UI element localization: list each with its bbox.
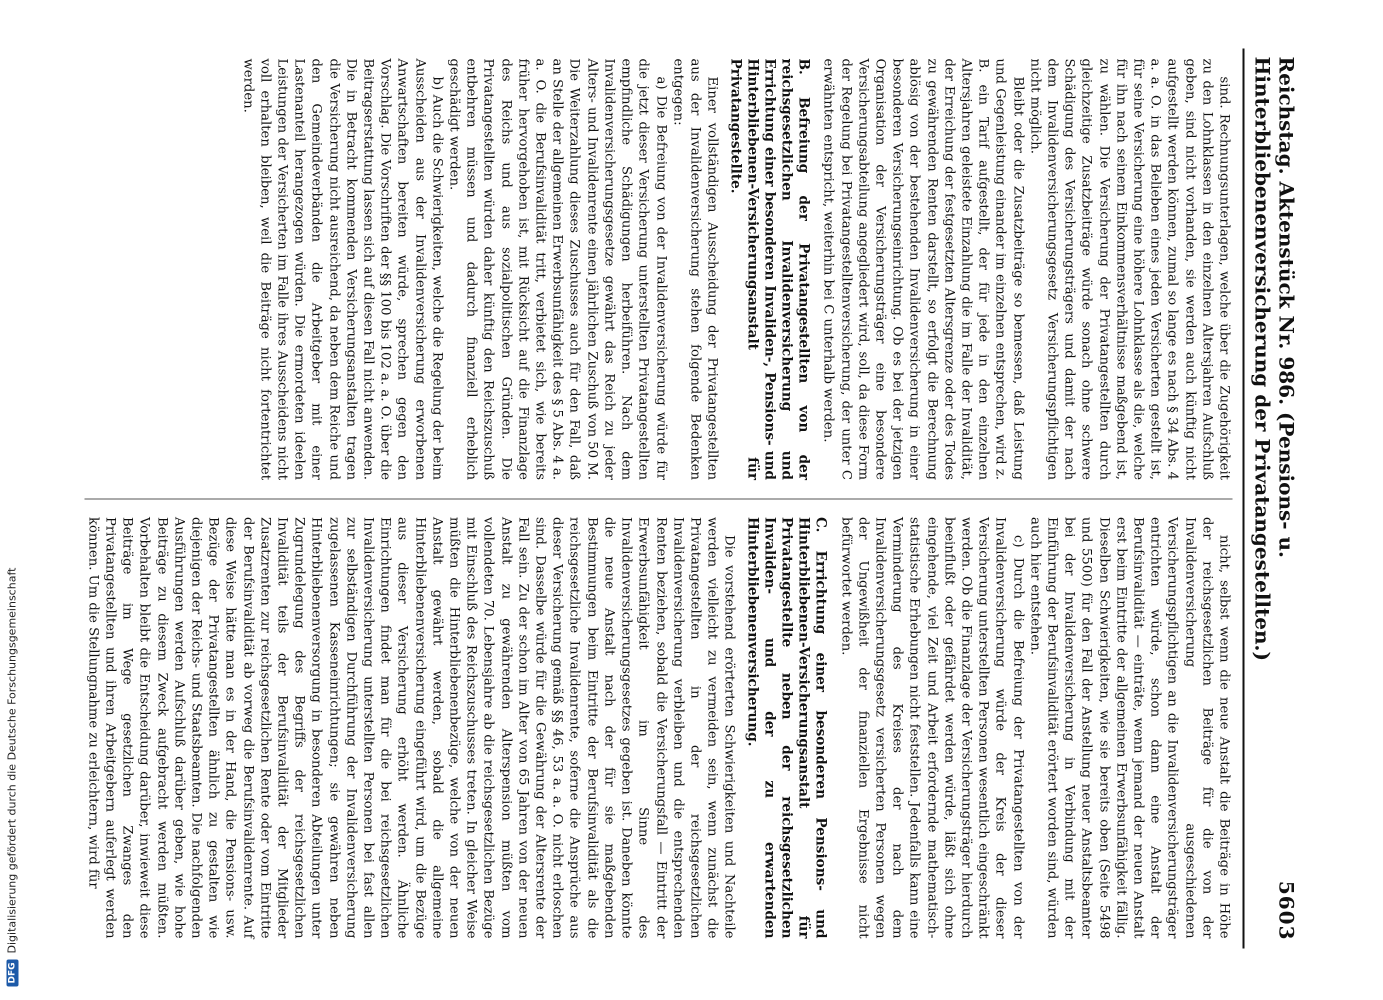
page-title: Reichstag. Aktenstück Nr. 986. (Pensions- u. Hinterbliebenenversicherung der Privatangestellten.) [1250, 56, 1299, 661]
paragraph: sind. Rechnungsunterlagen, welche über die Zugehörigkeit zu den Lohnklassen in den einzelnen Altersjahren Aufschluß geben, sind nicht vorhanden, sie werden auch künftig nicht aufgestellt werden können, zumal so lange es nach § 34 Abs. 4 a. a. O. in das Belieben eines jeden Versicherten gestellt ist, für seine Versicherung eine höhere Lohnklasse als die, welche für ihn nach seinem Einkommensverhältnisse maßgebend ist, zu wählen. Die Versicherung der Privatangestellten durch gleichzeitige Zusatzbeiträge würde sonach ohne schwere Schädigung des Versicherungsträgers und damit der nach dem Invalidenversicherungsgesetz Versicherungspflichtigen nicht möglich. [1027, 58, 1232, 480]
paragraph: b) Auch die Schwierigkeiten, welche die Regelung der beim Ausscheiden aus der Invalidenversicherung erworbenen Anwartschaften bereiten würde, sprechen gegen den Vorschlag. Die Vorschriften der §§ 100 bis 102 a. a. O. über die Beitragserstattung lassen sich auf diesen Fall nicht anwenden. Die in Betracht kommenden Versicherungsanstalten tragen die Versicherung nicht ausreichend, da neben dem Reiche und den Gemeindeverbänden die Arbeitgeber mit einer Lastenanteil herangezogen würden. Die ermordeten ideelen Leistungen der Versicherten im Falle ihres Ausscheidens nicht voll erhalten bleiben, weil die Beiträge nicht fortentrichtet werden. [240, 58, 445, 480]
paragraph: Einer vollständigen Ausscheidung der Privatangestellten aus der Invalidenversicherung stehen folgende Bedenken entgegen: [670, 58, 720, 480]
scan-margin [0, 0, 18, 1000]
text-columns [84, 49, 1242, 949]
scanned-page-area [85, 48, 1303, 948]
digitization-credit [6, 27, 19, 987]
column-divider [84, 498, 1232, 499]
section-heading-c: C. Errichtung einer besonderen Pensions- und Hinterbliebenen-Versicherungsanstalt für Privatangestellte neben der reichsgesetzlichen Invaliden- und der zu erwartenden Hinterbliebenenversicherung. [744, 517, 829, 939]
left-column [84, 59, 1232, 481]
right-column [84, 517, 1232, 939]
dfg-logo: DFG [6, 959, 18, 986]
document-page [85, 49, 1303, 949]
paragraph: nicht, selbst wenn die neue Anstalt die Beiträge in Höhe der reichsgesetzlichen Beiträge für die von der Invalidenversicherung ausgeschiedenen Versicherungspflichtigen an die Invalidenversicherungsträger entrichten würde, schon dann eine Anstalt der Berufsinvalidität — einträte, wenn jemand der neuen Anstalt erst beim Eintritte der allgemeinen Erwerbsunfähigkeit fällig. Dieselben Schwierigkeiten, wie sie bereits oben (Seite 5498 und 5500) für den Fall der Anstellung neuer Anstaltsbeamter bei der Invalidenversicherung in Verbindung mit der Einführung der Berufsinvalidität erörtert worden sind, würden auch hier entstehen. [1027, 517, 1232, 939]
section-heading-b: B. Befreiung der Privatangestellten von der reichsgesetzlichen Invalidenversicherung und Errichtung einer besonderen Invaliden-, Pensions- und Hinterbliebenen-Versicherungsanstalt für Privatangestellte. [727, 58, 812, 480]
credit-text: Digitalisierung gefördert durch die Deutsche Forschungsgemeinschaft [5, 567, 19, 954]
page-number: 5603 [1274, 880, 1299, 941]
paragraph: a) Die Befreiung von der Invalidenversicherung würde für die jetzt dieser Versicherung unterstellten Privatangestellten empfindliche Schädigungen herbeiführen. Nach dem Invalidenversicherungsgesetze gewährt das Reich zu jeder Alters- und Invalidenrente einen jährlichen Zuschuß von 50 M. Die Weiterzahlung dieses Zuschusses auch für den Fall, daß an Stelle der allgemeinen Erwerbsunfähigkeit des § 5 Abs. 4 a. a. O. die Berufsinvalidität tritt, verbietet sich, wie bereits früher hervorgehoben ist, mit Rücksicht auf die Finanzlage des Reichs und aus sozialpolitischen Gründen. Die Privatangestellten würden daher künftig den Reichszuschuß entbehren müssen und dadurch finanziell erheblich geschädigt werden. [446, 58, 669, 480]
paragraph: Bleibt oder die Zusatzbeiträge so bemessen, daß Leistung und Gegenleistung einander im einzelnen entsprechen, wird z. B. ein Tarif aufgestellt, der für jede in den einzelnen Altersjahren geleistete Einzahlung die im Falle der Invalidität, der Erreichung der festgesetzten Altersgrenze oder des Todes zu gewährenden Renten darstellt, so erfolgt die Berechnung ablösig von der bestehenden Invalidenversicherung in einer besonderen Versicherungseinrichtung. Ob es bei der jetzigen Organisation der Versicherungsträger eine besondere Versicherungsabteilung angegliedert wird, soll, da diese Form der Regelung bei Privatangestelltenversicherung, der unter C erwähnten entspricht, weiterhin bei C unterhalb werden. [820, 58, 1026, 480]
paragraph: Die vorstehend erörterten Schwierigkeiten und Nachteile werden vielleicht zu vermeiden sein, wenn zunächst die Privatangestellten in der reichsgesetzlichen Invalidenversicherung verbleiben und die entsprechenden Renten beziehen, sobald die Versicherungsfall — Eintritt der Erwerbsunfähigkeit im Sinne des Invalidenversicherungsgesetzes gegeben ist. Daneben könnte die neue Anstalt nach der für sie maßgebenden Bestimmungen beim Eintritte der Berufsinvalidität als die reichsgesetzliche Invalidenrente, soferne die Ansprüche aus dieser Versicherung gemäß §§ 46, 53 a. a. O. nicht erloschen sind. Dasselbe würde für die Gewährung der Altersrente der Fall sein. Zu der schon im Alter von 65 Jahren von der neuen Anstalt zu gewährenden Alterspension müßten vom vollendeten 70. Lebensjahre ab die reichsgesetzlichen Bezüge mit Einschluß des Reichszuschusses treten. In gleicher Weise müßten die Hinterbliebenenbezüge, welche von der neuen Anstalt gewährt werden, sobald die allgemeine Hinterbliebenenversicherung eingeführt wird, um die Bezüge aus dieser Versicherung erhöht werden. Ähnliche Einrichtungen findet man für die bei reichsgesetzlichen Invalidenversicherung unterstellten Personen bei fast allen zur selbständigen Durchführung der Invalidenversicherung zugelassenen Kasseneinrichtungen; sie gewähren neben Hinterbliebenenversorgung in besonderen Abteilungen unter Zugrundelegung des Begriffs der reichsgesetzlichen Invalidität teils der Berufsinvalidität der Mitglieder Zusatzrenten zur reichsgesetzlichen Rente oder vom Eintritte der Berufsinvalidität ab vorweg die Berufsinvalidenrente. Auf diese Weise hätte man es in der Hand, die Pensions- usw. Bezüge der Privatangestellten ähnlich zu gestalten wie diejenigen der Reichs- und Staatsbeamten. Die nachfolgenden Ausführungen werden Aufschluß darüber geben, wie hohe Beiträge zu diesem Zweck aufgebracht werden müßten. Vorbehalten bleibt die Entscheidung darüber, inwieweit diese Beiträge im Wege gesetzlichen Zwanges den Privatangestellten und ihren Arbeitgebern auferlegt werden können. Um die Stellungnahme zu erleichtern, wird für [85, 517, 737, 939]
page-header [1243, 49, 1303, 949]
paragraph: c) Durch die Befreiung der Privatangestellten von der Invalidenversicherung würde der Kreis der dieser Versicherung unterstellten Personen wesentlich eingeschränkt werden. Ob die Finanzlage der Versicherungsträger hierdurch beeinflußt oder gefährdet werden würde, läßt sich ohne eingehende, viel Zeit und Arbeit erfordernde mathematisch-statistische Erhebungen nicht feststellen. Jedenfalls kann eine Verminderung des Kreises der nach dem Invalidenversicherungsgesetz versicherten Personen wegen der Ungewißheit der finanziellen Ergebnisse nicht befürwortet werden. [838, 517, 1026, 939]
